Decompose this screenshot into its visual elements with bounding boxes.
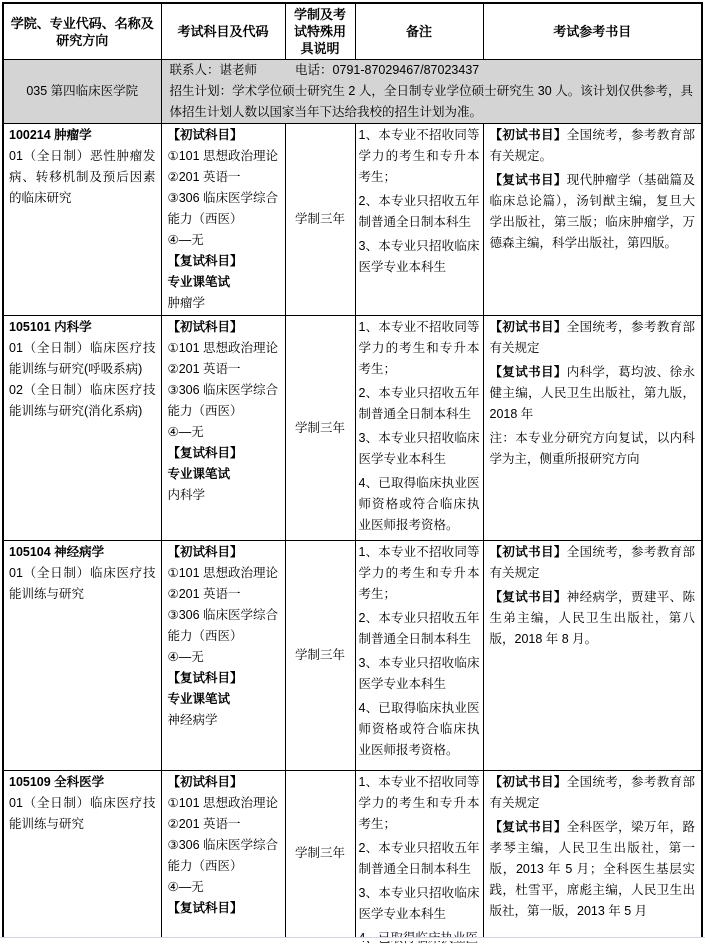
table-row [3,316,702,541]
book-text: 全国统考，参考教育部有关规定 [489,320,695,355]
book-paragraph [490,317,696,359]
program-code-name: 100214 肿瘤学 [9,128,92,142]
books-cell [483,316,702,541]
remarks-cell [355,124,483,316]
program-cell [3,771,161,938]
subject-line: 专业课笔试 [167,275,231,289]
duration-cell [285,541,355,771]
remark-item: 2、本专业只招收五年制普通全日制本科生 [358,611,480,646]
subject-line: ④—无 [167,650,204,664]
book-paragraph [490,125,696,167]
header-subjects: 考试科目及代码 [161,3,285,60]
program-code-name: 105104 神经病学 [9,545,105,559]
direction-line: 01（全日制）临床医疗技能训练与研究(呼吸系病) [9,341,156,376]
remark-item: 4、已取得临床执业医师资格或符合临床执业医师报考资格。 [358,476,480,532]
remarks-cell [355,541,483,771]
subject-line: ③306 临床医学综合能力（西医） [167,383,279,418]
contact-label: 联系人： [169,63,220,77]
book-text: 现代肿瘤学（基础篇及临床总论篇），汤钊猷主编，复旦大学出版社，第三版；临床肿瘤学，万德森主编，科学出版社，第四版。 [489,173,695,250]
remark-item: 3、本专业只招收临床医学专业本科生 [358,431,480,466]
subject-line: 【复试科目】 [167,901,243,915]
remarks-cell [355,316,483,541]
subject-line: ①101 思想政治理论 [167,796,279,810]
table-row [3,124,702,316]
book-paragraph [490,772,696,814]
subject-line: ④—无 [167,233,204,247]
subject-line: ③306 临床医学综合能力（西医） [167,838,279,873]
phone-number: 0791-87029467/87023437 [332,63,480,77]
program-code-name: 105109 全科医学 [9,775,105,789]
remark-item: 1、本专业不招收同等学力的考生和专升本考生； [358,320,480,376]
book-label: 【复试书目】 [489,173,567,187]
duration-text: 学制三年 [294,648,345,662]
college-detail-cell [161,60,702,124]
subjects-cell [161,771,285,938]
remark-item: 4、已取得临床执业医师资格或符合临床执业医师报考资格。 [358,701,480,757]
book-text: 全国统考，参考教育部有关规定。 [489,128,695,163]
remark-item: 2、本专业只招收五年制普通全日制本科生 [358,386,480,421]
book-paragraph [490,817,696,922]
subjects-cell [161,541,285,771]
college-info-row [3,60,702,124]
book-text: 全国统考，参考教育部有关规定 [489,545,695,580]
program-cell [3,541,161,771]
duration-cell [285,771,355,938]
book-text: 注：本专业分研究方向复试，以内科学为主，侧重所报研究方向 [489,431,695,466]
table-row [3,771,702,938]
subject-line: ①101 思想政治理论 [167,149,279,163]
college-name: 035 第四临床医学院 [3,60,161,124]
book-label: 【复试书目】 [489,590,567,604]
books-cell [483,771,702,938]
duration-text: 学制三年 [294,212,345,226]
subject-line: ③306 临床医学综合能力（西医） [167,191,279,226]
subject-line: 专业课笔试 [167,692,231,706]
page-bottom-divider [0,937,705,941]
remark-item: 3、本专业只招收临床医学专业本科生 [358,886,480,921]
book-label: 【初试书目】 [489,128,567,142]
book-paragraph [490,170,696,254]
subject-line: 【复试科目】 [167,254,243,268]
remark-item: 3、本专业只招收临床医学专业本科生 [358,656,480,691]
phone-label: 电话： [295,63,333,77]
duration-text: 学制三年 [294,420,345,435]
subject-line: 【初试科目】 [167,320,243,334]
remark-item: 1、本专业不招收同等学力的考生和专升本考生； [358,545,480,601]
header-books: 考试参考书目 [483,3,702,60]
book-label: 【初试书目】 [489,545,567,559]
subject-line: 肿瘤学 [167,296,206,310]
subject-line: ②201 英语一 [167,817,241,831]
book-text: 全科医学，梁万年，路孝琴主编，人民卫生出版社，第一版，2013 年 5 月；全科医生基层实践，杜雪平，席彪主编，人民卫生出版社，第一版，2013 年 5 月 [489,820,695,918]
book-text: 全国统考，参考教育部有关规定 [489,775,695,810]
subject-line: 【复试科目】 [167,671,243,685]
books-cell [483,124,702,316]
remark-item: 3、本专业只招收临床医学专业本科生 [358,239,480,274]
subject-line: ①101 思想政治理论 [167,566,279,580]
subject-line: 【复试科目】 [167,446,243,460]
remark-item: 1、本专业不招收同等学力的考生和专升本考生； [358,775,480,831]
book-label: 【复试书目】 [489,820,567,834]
remark-item: 2、本专业只招收五年制普通全日制本科生 [358,841,480,876]
subject-line: ①101 思想政治理论 [167,341,279,355]
enrollment-plan: 招生计划：学术学位硕士研究生 2 人，全日制专业学位硕士研究生 30 人。该计划仅供参考，具体招生计划人数以国家当年下达给我校的招生计划为准。 [169,84,693,119]
subject-line: 内科学 [167,488,206,502]
header-row [3,3,702,60]
subject-line: 【初试科目】 [167,128,243,142]
direction-line: 02（全日制）临床医疗技能训练与研究(消化系病) [9,383,156,418]
program-code-name: 105101 内科学 [9,320,92,334]
book-text: 内科学，葛均波、徐永健主编，人民卫生出版社，第九版，2018 年 [489,365,695,421]
duration-cell [285,124,355,316]
subject-line: 神经病学 [167,713,218,727]
subject-line: ④—无 [167,425,204,439]
remarks-cell [355,771,483,938]
remark-item: 2、本专业只招收五年制普通全日制本科生 [358,194,480,229]
subject-line: ②201 英语一 [167,587,241,601]
subject-line: ③306 临床医学综合能力（西医） [167,608,279,643]
header-duration: 学制及考试特殊用具说明 [285,3,355,60]
direction-line: 01（全日制）恶性肿瘤发病、转移机制及预后因素的临床研究 [9,149,156,205]
subject-line: ②201 英语一 [167,170,241,184]
direction-line: 01（全日制）临床医疗技能训练与研究 [9,566,156,601]
book-paragraph [490,587,696,650]
book-paragraph [490,542,696,584]
book-label: 【复试书目】 [489,365,567,379]
direction-line: 01（全日制）临床医疗技能训练与研究 [9,796,156,831]
table-row [3,541,702,771]
subject-line: 专业课笔试 [167,467,231,481]
college-contact-line [170,60,694,81]
subject-line: ②201 英语一 [167,362,241,376]
subjects-cell [161,316,285,541]
books-cell [483,541,702,771]
duration-text: 学制三年 [294,846,345,861]
book-label: 【初试书目】 [489,320,567,334]
subjects-cell [161,124,285,316]
admission-table [2,2,703,939]
duration-cell [285,316,355,541]
remark-item: 1、本专业不招收同等学力的考生和专升本考生； [358,128,480,184]
book-label: 【初试书目】 [489,775,567,789]
subject-line: ④—无 [167,880,204,894]
program-cell [3,124,161,316]
subject-line: 【初试科目】 [167,775,243,789]
header-remarks: 备注 [355,3,483,60]
book-paragraph [490,362,696,425]
subject-line: 【初试科目】 [167,545,243,559]
book-text: 神经病学，贾建平、陈生弟主编，人民卫生出版社，第八版，2018 年 8 月。 [489,590,695,646]
contact-name: 谌老师 [219,63,258,77]
program-cell [3,316,161,541]
book-paragraph [490,428,696,470]
header-college: 学院、专业代码、名称及研究方向 [3,3,161,60]
